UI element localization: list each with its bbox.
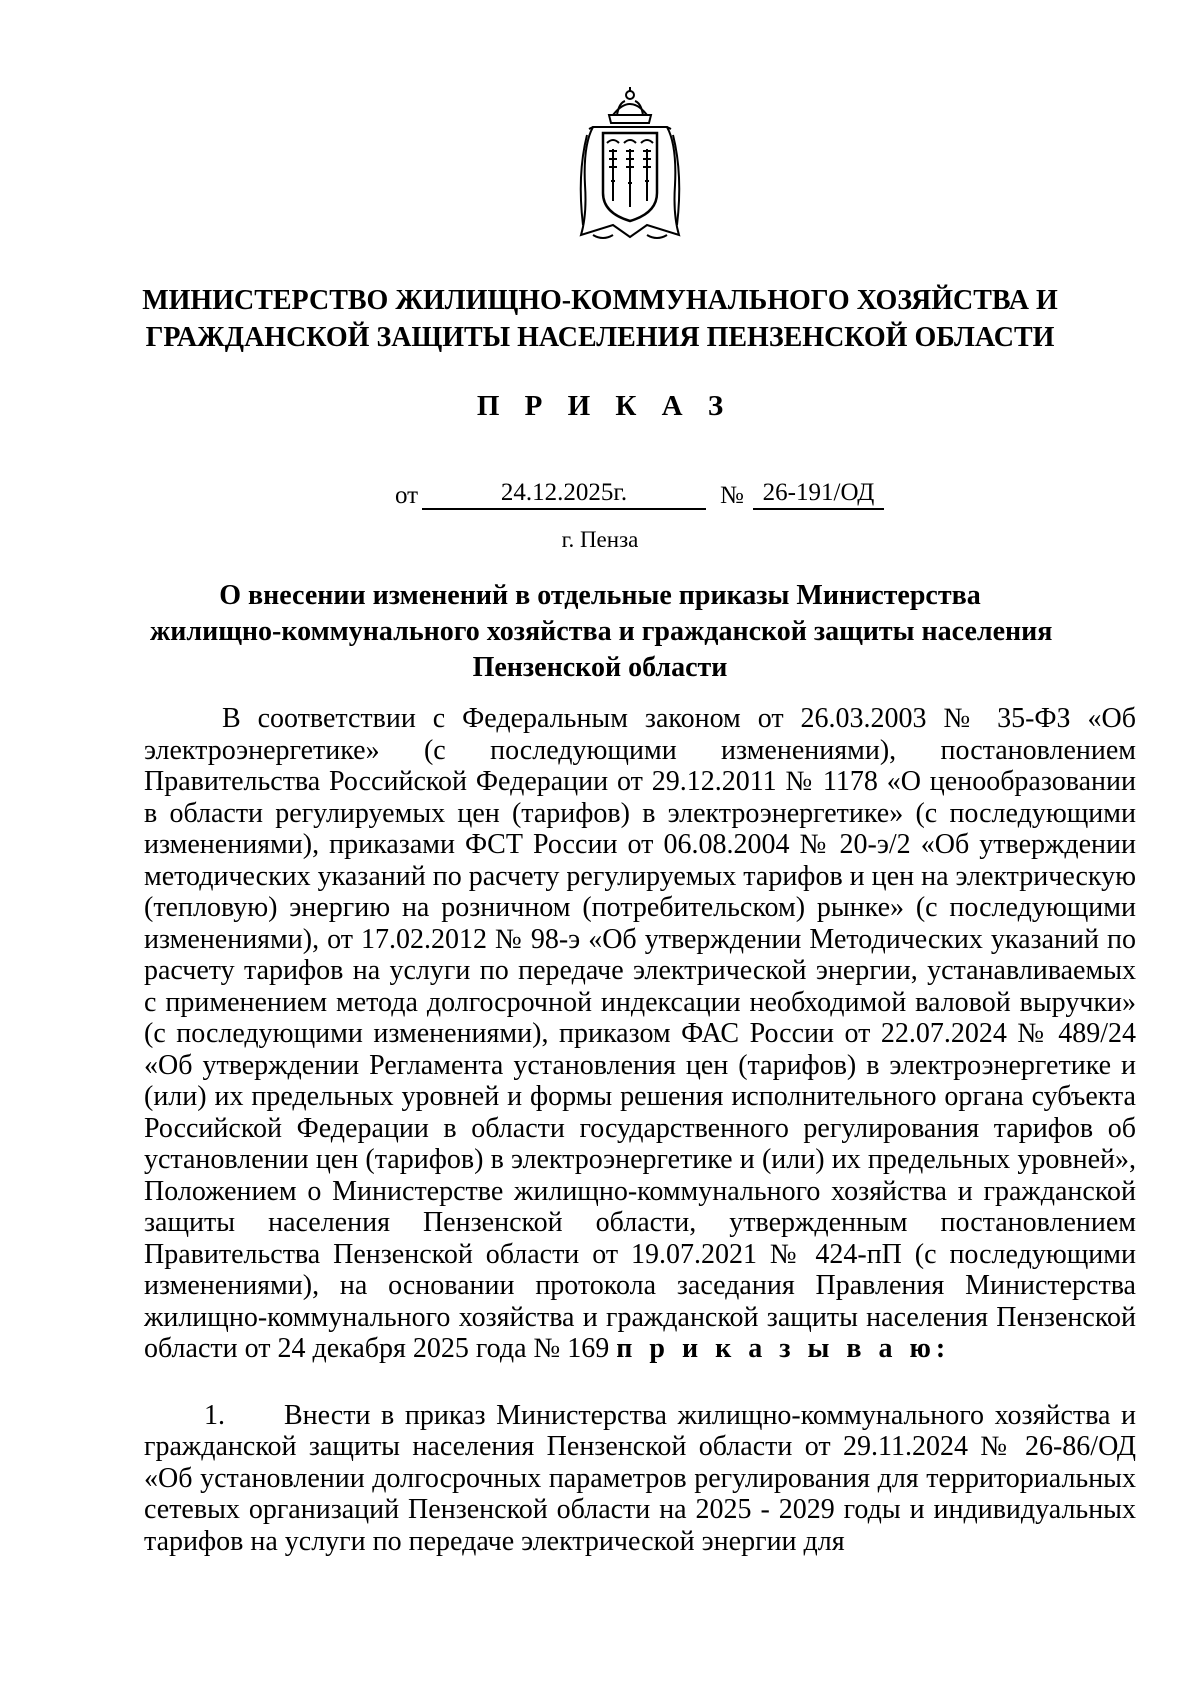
- document-type-title: П Р И К А З: [476, 390, 733, 422]
- number-sign: №: [720, 482, 744, 509]
- clause-number: 1.: [204, 1399, 225, 1431]
- ministry-name-line-1: МИНИСТЕРСТВО ЖИЛИЩНО-КОММУНАЛЬНОГО ХОЗЯЙСТВА И: [142, 285, 1058, 316]
- date-number-line: [0, 478, 1200, 512]
- date-value: 24.12.2025г.: [422, 478, 706, 510]
- document-body: [144, 703, 1136, 1557]
- ministry-name-line-2: ГРАЖДАНСКОЙ ЗАЩИТЫ НАСЕЛЕНИЯ ПЕНЗЕНСКОЙ ОБЛАСТИ: [145, 322, 1055, 353]
- order-word: п р и к а з ы в а ю:: [616, 1333, 951, 1364]
- document-number: 26-191/ОД: [753, 478, 884, 510]
- date-label: от: [395, 482, 419, 509]
- subject-line-2: жилищно-коммунального хозяйства и гражданской защиты населения: [150, 616, 1053, 647]
- subject-line-1: О внесении изменений в отдельные приказы Министерства: [219, 580, 981, 611]
- preamble-paragraph: [144, 703, 1136, 1365]
- preamble-text: В соответствии с Федеральным законом от 26.03.2003 № 35-ФЗ «Об электроэнергетике» (с последующими изменениями), постановлением Правительства Российской Федерации от 29.12.2011 № 1178 «О ценообразовании в области регулируемых цен (тарифов) в электроэнергетике» (с последующими изменениями), приказами ФСТ России от 06.08.2004 № 20-э/2 «Об утверждении методических указаний по расчету регулируемых тарифов и цен на электрическую (тепловую) энергию на розничном (потребительском) рынке» (с последующими изменениями), от 17.02.2012 № 98-э «Об утверждении Методических указаний по расчету тарифов на услуги по передаче электрической энергии, устанавливаемых с применением метода долгосрочной индексации необходимой валовой выручки» (с последующими изменениями), приказом ФАС России от 22.07.2024 № 489/24 «Об утверждении Регламента установления цен (тарифов) в электроэнергетике и (или) их предельных уровней и формы решения исполнительного органа субъекта Российской Федерации в области государственного регулирования тарифов об установлении цен (тарифов) в электроэнергетике и (или) их предельных уровней», Положением о Министерстве жилищно-коммунального хозяйства и гражданской защиты населения Пензенской области, утвержденным постановлением Правительства Пензенской области от 19.07.2021 № 424-пП (с последующими изменениями), на основании протокола заседания Правления Министерства жилищно-коммунального хозяйства и гражданской защиты населения Пензенской области от 24 декабря 2025 года № 169: [144, 703, 1136, 1364]
- document-subject: [150, 578, 1053, 686]
- ministry-name: [100, 282, 1100, 356]
- clause-1-text: Внести в приказ Министерства жилищно-коммунального хозяйства и гражданской защиты населения Пензенской области от 29.11.2024 № 26-86/ОД «Об установлении долгосрочных параметров регулирования для территориальных сетевых организаций Пензенской области на 2025 - 2029 годы и индивидуальных тарифов на услуги по передаче электрической энергии для: [144, 1399, 1136, 1557]
- subject-line-3: Пензенской области: [472, 652, 728, 683]
- city: г. Пенза: [561, 527, 639, 552]
- clause-1-paragraph: [144, 1400, 1136, 1558]
- penza-coat-of-arms-icon: [573, 85, 687, 243]
